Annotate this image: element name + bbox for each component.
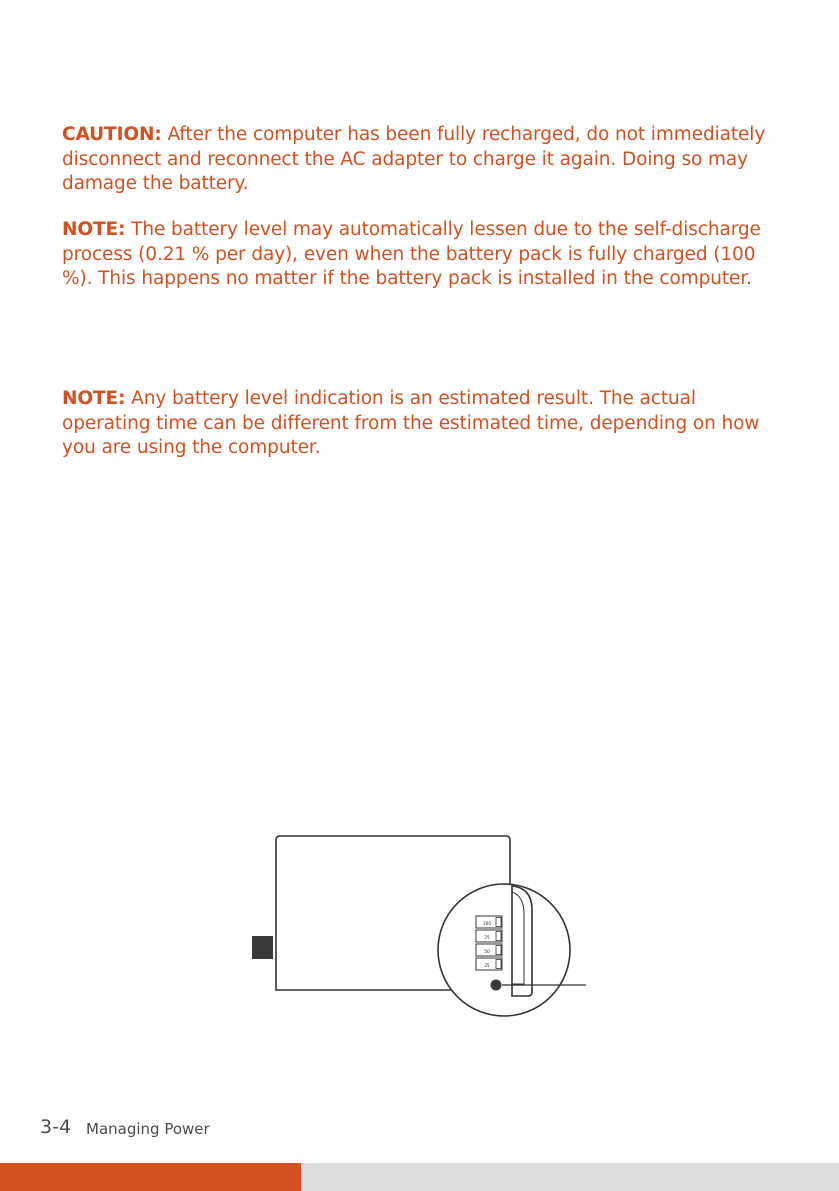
gauge-check-button [491,980,502,991]
note-label: NOTE: [62,219,126,240]
section-title: Managing Power [86,1120,210,1138]
note-text: Any battery level indication is an estimated result. The actual operating time can be different from the estimated time, depending on how you are using the computer. [62,388,760,458]
caution-text: After the computer has been fully recharged, do not immediately disconnect and reconnect the AC adapter to charge it again. Doing so may damage the battery. [62,124,766,194]
magnifier-circle [438,884,570,1016]
gauge-block-50 [476,944,502,956]
battery-gauge-illustration [240,826,600,1026]
caution-label: CAUTION: [62,124,162,145]
gauge-block-75 [476,930,502,942]
caution-notice [62,123,782,197]
gauge-block-25 [476,958,502,970]
note-self-discharge [62,218,782,292]
note-estimate [62,387,782,461]
page-number: 3-4 [40,1116,72,1138]
gauge-label-100: 100 [483,920,491,926]
footer-bar [301,1163,839,1191]
gauge-label-50: 50 [484,948,490,954]
gauge-label-75: 75 [484,934,490,940]
gauge-label-25: 25 [484,962,490,968]
battery-side-tab [252,936,273,959]
note-text: The battery level may automatically lessen due to the self-discharge process (0.21 % per day), even when the battery pack is fully charged (100 %). This happens no matter if the battery pack is installed in the computer. [62,219,761,289]
footer-bar-accent [0,1163,301,1191]
note-label: NOTE: [62,388,126,409]
gauge-block-100 [476,916,502,928]
